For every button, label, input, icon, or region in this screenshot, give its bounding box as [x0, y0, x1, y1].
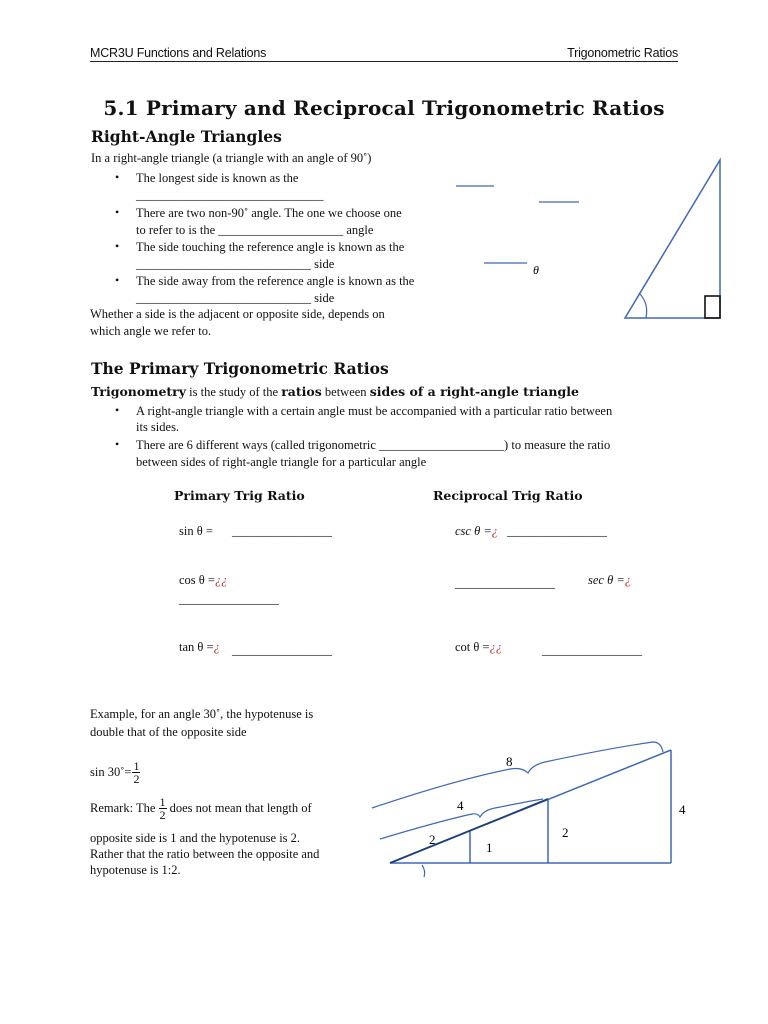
bullet-text: The side away from the reference angle is known as the — [136, 274, 415, 288]
sin30-expression: sin 30˚= $\frac{1}{2}$ — [90, 759, 140, 786]
section-heading-right-angle: Right-Angle Triangles — [91, 127, 282, 146]
bullet-text: ____________________________ side — [136, 257, 335, 271]
section-heading-primary-ratios: The Primary Trigonometric Ratios — [91, 359, 389, 378]
brace-8 — [372, 742, 663, 808]
section1-closing: which angle we refer to. — [90, 324, 212, 338]
bullet-text: The side touching the reference angle is known as the — [136, 240, 405, 254]
remark-line: Remark: The $\frac{1}{2}$ does not mean that length of — [90, 795, 312, 822]
bullet-icon: • — [115, 205, 120, 219]
csc-ratio: csc θ =¿ — [455, 524, 499, 538]
bullet-icon: • — [115, 170, 120, 184]
sin-ratio: sin θ = — [179, 524, 213, 538]
bullet-icon: • — [115, 239, 120, 253]
bullet-text: There are 6 different ways (called trigonometric ____________________) to measure the ratio — [136, 438, 611, 452]
bullet-icon: • — [115, 273, 120, 287]
angle-arc — [639, 293, 647, 318]
bullet-text: There are two non-90˚ angle. The one we choose one — [136, 206, 402, 220]
tan-blank: ________________ — [232, 643, 332, 657]
cos-ratio: cos θ =¿¿ — [179, 573, 228, 587]
sec-blank: ________________ — [455, 576, 555, 590]
angle-arc — [422, 865, 425, 877]
remark-line: hypotenuse is 1:2. — [90, 863, 181, 877]
cos-blank: ________________ — [179, 592, 279, 606]
label-1: 1 — [486, 840, 493, 855]
bullet-blank: ______________________________ — [136, 188, 324, 202]
right-angle-marker — [705, 296, 720, 318]
bullet-text: to refer to is the ____________________ angle — [136, 223, 374, 237]
section1-closing: Whether a side is the adjacent or opposite side, depends on — [90, 307, 385, 321]
remark-line: Rather that the ratio between the opposite and — [90, 847, 320, 861]
section1-intro: In a right-angle triangle (a triangle with an angle of 90˚) — [91, 151, 372, 165]
bullet-text: its sides. — [136, 420, 180, 434]
bullet-icon: • — [115, 437, 120, 451]
tan-ratio: tan θ =¿ — [179, 640, 220, 654]
definition-line: Trigonometry is the study of the ratios between sides of a right-angle triangle — [91, 384, 579, 399]
label-4-right: 4 — [679, 802, 686, 817]
cot-ratio: cot θ =¿¿ — [455, 640, 503, 654]
primary-ratio-label: Primary Trig Ratio — [174, 488, 305, 503]
header-topic: Trigonometric Ratios — [567, 46, 678, 60]
example-line: double that of the opposite side — [90, 725, 247, 739]
csc-blank: ________________ — [507, 524, 607, 538]
sec-ratio: sec θ =¿ — [588, 573, 632, 587]
right-triangle-diagram — [450, 150, 730, 330]
header-rule — [90, 61, 678, 62]
sin-blank: ________________ — [232, 524, 332, 538]
page-title: 5.1 Primary and Reciprocal Trigonometric Ratios — [103, 96, 665, 120]
header-course: MCR3U Functions and Relations — [90, 46, 267, 60]
label-2: 2 — [429, 832, 436, 847]
bullet-text: between sides of right-angle triangle for a particular angle — [136, 455, 427, 469]
cot-blank: ________________ — [542, 643, 642, 657]
label-8: 8 — [506, 754, 513, 769]
triangle — [625, 160, 720, 318]
remark-line: opposite side is 1 and the hypotenuse is 2. — [90, 831, 301, 845]
theta-label: θ — [533, 263, 539, 277]
example-line: Example, for an angle 30˚, the hypotenuse is — [90, 707, 314, 721]
bullet-text: The longest side is known as the — [136, 171, 299, 185]
reciprocal-ratio-label: Reciprocal Trig Ratio — [433, 488, 583, 503]
label-4: 4 — [457, 798, 464, 813]
bullet-text: A right-angle triangle with a certain angle must be accompanied with a particular ratio between — [136, 404, 613, 418]
small-hypotenuse-line — [390, 799, 548, 863]
bullet-text: ____________________________ side — [136, 291, 335, 305]
label-2-right: 2 — [562, 825, 569, 840]
similar-triangles-diagram — [360, 735, 700, 885]
bullet-icon: • — [115, 403, 120, 417]
